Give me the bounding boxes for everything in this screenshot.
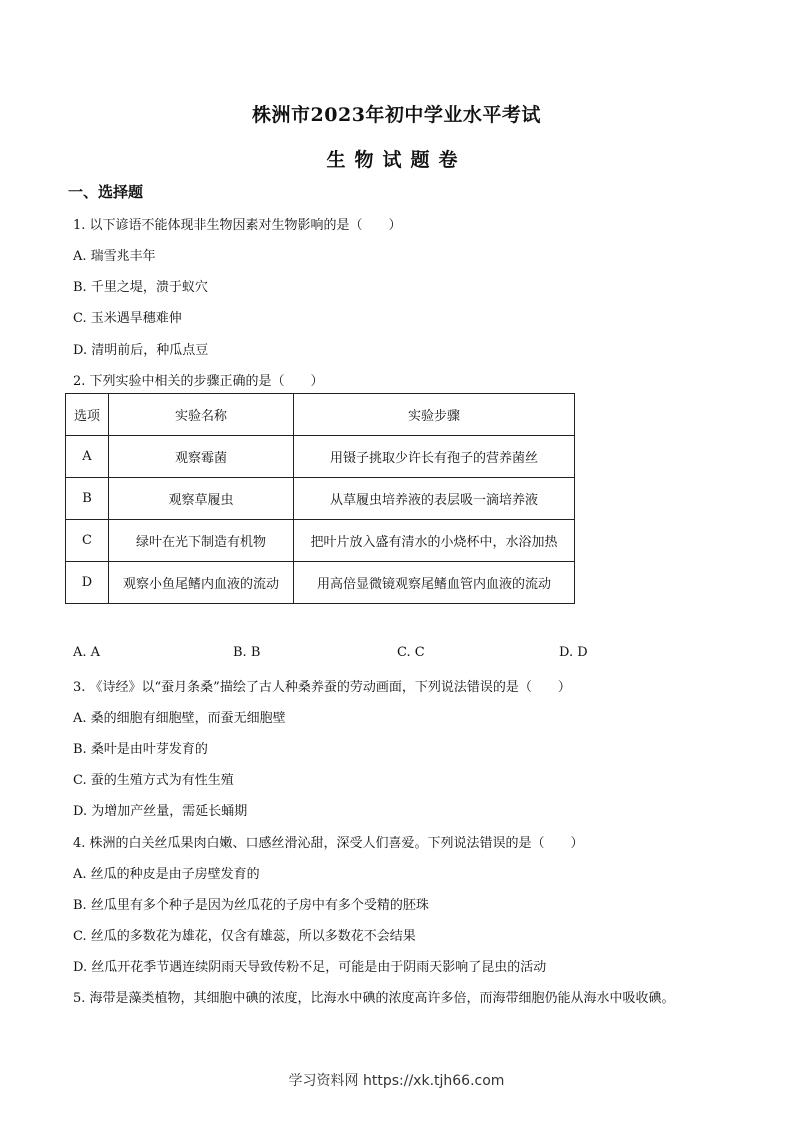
table-cell-name: 观察小鱼尾鳍内血液的流动 (109, 562, 294, 604)
question-4-stem: 4. 株洲的白关丝瓜果肉白嫩、口感丝滑沁甜，深受人们喜爱。下列说法错误的是（ ） (73, 836, 584, 851)
experiment-table (65, 393, 575, 604)
question-4-option-d: D. 丝瓜开花季节遇连续阴雨天导致传粉不足，可能是由于阴雨天影响了昆虫的活动 (73, 960, 547, 975)
question-3-option-c: C. 蚕的生殖方式为有性生殖 (73, 773, 234, 788)
table-cell-option: C (66, 520, 109, 562)
question-2-option-b: B. B (233, 645, 261, 660)
table-cell-name: 观察霉菌 (109, 436, 294, 478)
table-header-cell: 实验名称 (109, 394, 294, 436)
question-4-option-c: C. 丝瓜的多数花为雄花，仅含有雄蕊，所以多数花不会结果 (73, 929, 416, 944)
table-header-cell: 实验步骤 (294, 394, 575, 436)
question-3-option-d: D. 为增加产丝量，需延长蛹期 (73, 804, 248, 819)
question-2-option-d: D. D (559, 645, 588, 660)
table-row (66, 478, 575, 520)
table-cell-option: D (66, 562, 109, 604)
question-1-option-a: A. 瑞雪兆丰年 (73, 249, 156, 264)
table-row (66, 520, 575, 562)
question-2-stem: 2. 下列实验中相关的步骤正确的是（ ） (73, 374, 324, 389)
table-cell-option: B (66, 478, 109, 520)
question-5-stem: 5. 海带是藻类植物，其细胞中碘的浓度，比海水中碘的浓度高许多倍，而海带细胞仍能从海水中吸收碘。 (73, 991, 675, 1006)
question-3-stem: 3. 《诗经》以“蚕月条桑”描绘了古人种桑养蚕的劳动画面，下列说法错误的是（ ） (73, 680, 571, 695)
table-cell-step: 用高倍显微镜观察尾鳍血管内血液的流动 (294, 562, 575, 604)
question-1-option-b: B. 千里之堤，溃于蚁穴 (73, 280, 208, 295)
question-1-option-c: C. 玉米遇旱穗难伸 (73, 311, 182, 326)
table-cell-step: 用镊子挑取少许长有孢子的营养菌丝 (294, 436, 575, 478)
question-2-option-c: C. C (397, 645, 425, 660)
table-row (66, 436, 575, 478)
question-4-option-b: B. 丝瓜里有多个种子是因为丝瓜花的子房中有多个受精的胚珠 (73, 898, 429, 913)
page-footer: 学习资料网 https://xk.tjh66.com (288, 1073, 505, 1089)
question-3-option-b: B. 桑叶是由叶芽发育的 (73, 742, 208, 757)
question-4-option-a: A. 丝瓜的种皮是由子房壁发育的 (73, 867, 260, 882)
table-cell-name: 绿叶在光下制造有机物 (109, 520, 294, 562)
table-row (66, 562, 575, 604)
table-header-cell: 选项 (66, 394, 109, 436)
question-2-option-a: A. A (73, 645, 101, 660)
question-1-stem: 1. 以下谚语不能体现非生物因素对生物影响的是（ ） (73, 218, 402, 233)
table-cell-name: 观察草履虫 (109, 478, 294, 520)
table-header-row (66, 394, 575, 436)
table-cell-step: 从草履虫培养液的表层吸一滴培养液 (294, 478, 575, 520)
table-cell-step: 把叶片放入盛有清水的小烧杯中，水浴加热 (294, 520, 575, 562)
table-cell-option: A (66, 436, 109, 478)
exam-title: 株洲市2023年初中学业水平考试 (252, 104, 541, 126)
question-1-option-d: D. 清明前后，种瓜点豆 (73, 343, 209, 358)
exam-subtitle: 生物试题卷 (326, 149, 467, 171)
section-heading: 一、选择题 (68, 183, 144, 201)
question-3-option-a: A. 桑的细胞有细胞壁，而蚕无细胞壁 (73, 711, 286, 726)
